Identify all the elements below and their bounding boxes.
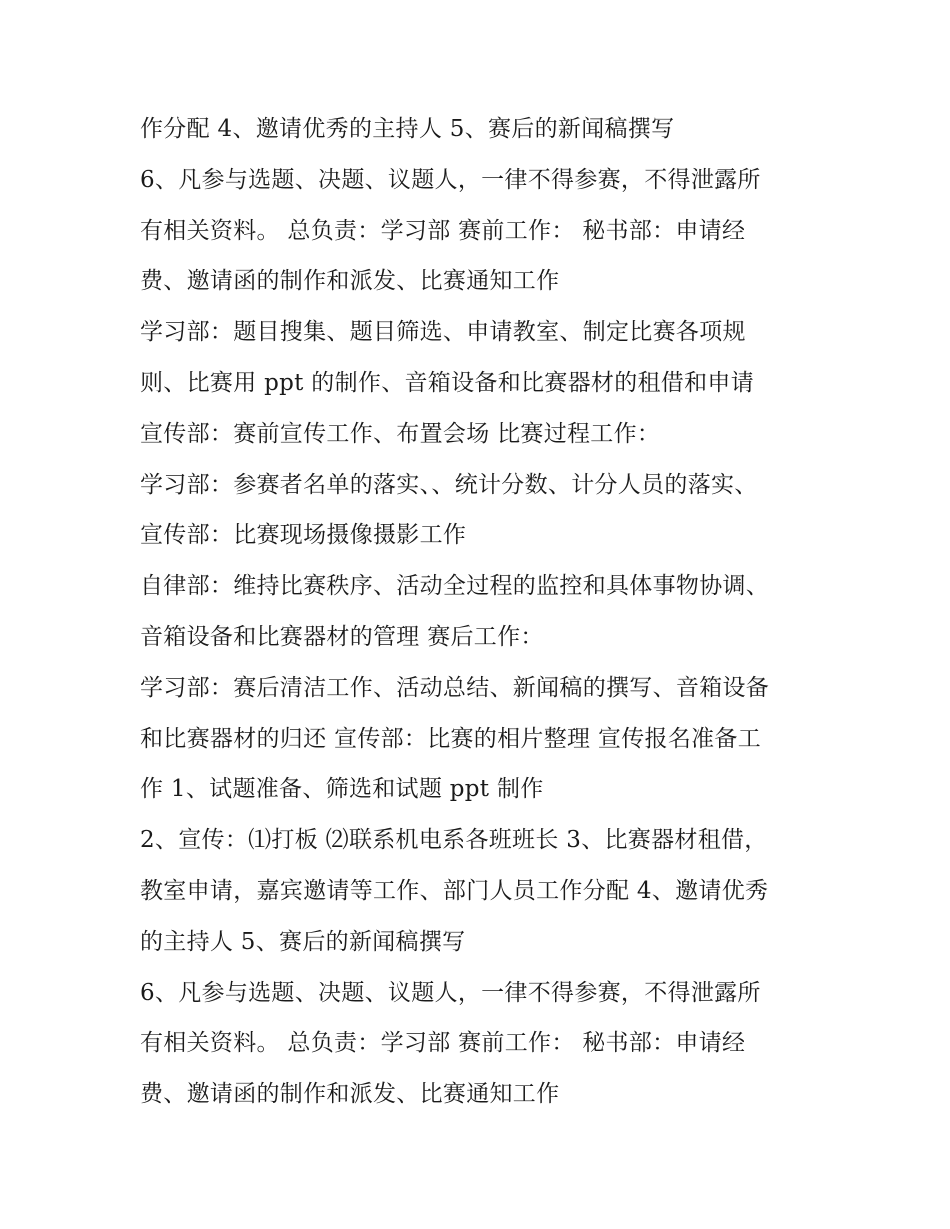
text-line: 宣传部：比赛现场摄像摄影工作 xyxy=(140,522,467,549)
document-body xyxy=(140,104,830,1120)
text-line: 作分配 4、邀请优秀的主持人 5、赛后的新闻稿撰写 xyxy=(140,116,675,142)
text-line: 的主持人 5、赛后的新闻稿撰写 xyxy=(140,928,466,955)
text-line: 宣传部：赛前宣传工作、布置会场 比赛过程工作： xyxy=(140,420,661,447)
text-line: 则、比赛用 ppt 的制作、音箱设备和比赛器材的租借和申请 xyxy=(140,369,755,396)
text-line: 有相关资料。 总负责：学习部 赛前工作： 秘书部：申请经 xyxy=(140,1030,746,1057)
text-line: 学习部：参赛者名单的落实、、统计分数、计分人员的落实、 xyxy=(140,471,758,498)
text-line: 有相关资料。 总负责：学习部 赛前工作： 秘书部：申请经 xyxy=(140,217,746,244)
text-line: 2、宣传：⑴打板 ⑵联系机电系各班班长 3、比赛器材租借， xyxy=(140,827,768,854)
text-line: 和比赛器材的归还 宣传部：比赛的相片整理 宣传报名准备工 xyxy=(140,725,762,752)
text-line: 音箱设备和比赛器材的管理 赛后工作： xyxy=(140,623,544,650)
text-line: 6、凡参与选题、决题、议题人，一律不得参赛，不得泄露所 xyxy=(140,166,761,193)
text-line: 教室申请，嘉宾邀请等工作、部门人员工作分配 4、邀请优秀 xyxy=(140,877,769,904)
text-line: 费、邀请函的制作和派发、比赛通知工作 xyxy=(140,268,560,295)
text-line: 6、凡参与选题、决题、议题人，一律不得参赛，不得泄露所 xyxy=(140,979,761,1006)
text-line: 作 1、试题准备、筛选和试题 ppt 制作 xyxy=(140,776,544,803)
text-line: 学习部：赛后清洁工作、活动总结、新闻稿的撰写、音箱设备 xyxy=(140,674,770,701)
text-line: 学习部：题目搜集、题目筛选、申请教室、制定比赛各项规 xyxy=(140,319,746,346)
text-line: 自律部：维持比赛秩序、活动全过程的监控和具体事物协调、 xyxy=(140,573,770,600)
text-line: 费、邀请函的制作和派发、比赛通知工作 xyxy=(140,1081,560,1108)
